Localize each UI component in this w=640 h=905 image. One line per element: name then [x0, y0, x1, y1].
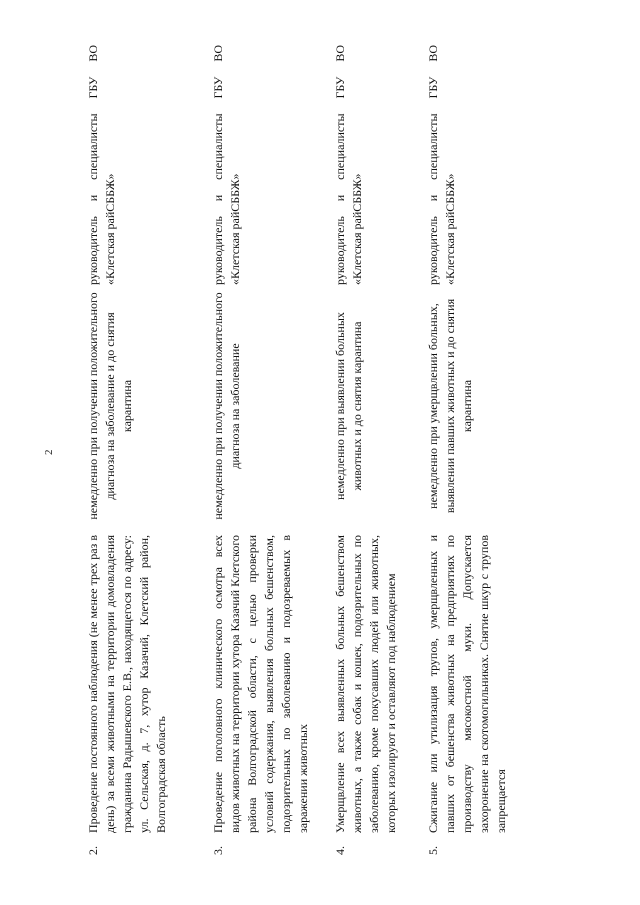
deadline-cell: немедленно при выявлении больных животных и до снятия карантина [333, 312, 364, 500]
deadline-cell: немедленно при получении положительного диагноза на заболевание и до снятия карантина [86, 292, 134, 520]
table-row [85, 45, 200, 855]
action-cell: Проведение поголовного клинического осмотра всех видов животных на территории хутора Казачий Клетского района Волгоградской области, с целью проверки условий содержания, выявления больных бешенством, подозрительных по заболеванию и подозреваемых в заражении животных [211, 535, 310, 833]
row-number: 5. [426, 846, 440, 855]
action-cell: Умерщвление всех выявленных больных бешенством животных, а также собак и кошек, подозрительных по заболеванию, кроме покусавших людей или животных, которых изолируют и оставляют под наблюдением [333, 535, 398, 833]
deadline-cell: немедленно при получении положительного диагноза на заболевание [211, 292, 242, 520]
table-row [332, 45, 415, 855]
deadline-cell: немедленно при умерщвлении больных, выявлении павших животных и до снятия карантина [426, 298, 474, 514]
responsible-cell: руководитель и специалисты ГБУ ВО «Клетская райСББЖ» [333, 45, 364, 285]
row-number: 3. [211, 846, 225, 855]
responsible-cell: руководитель и специалисты ГБУ ВО «Клетская райСББЖ» [86, 45, 117, 285]
table-row [210, 45, 322, 855]
page-number: 2 [43, 449, 55, 455]
row-number: 2. [86, 846, 100, 855]
responsible-cell: руководитель и специалисты ГБУ ВО «Клетская райСББЖ» [211, 45, 242, 285]
table-row [425, 45, 508, 855]
row-number: 4. [333, 846, 347, 855]
responsible-cell: руководитель и специалисты ГБУ ВО «Клетская райСББЖ» [426, 45, 457, 285]
action-cell: Проведение постоянного наблюдения (не менее трех раз в день) за всеми животными на территории домовладения гражданина Радышевского Е.В., находящегося по адресу: ул. Сельская, д. 7, хутор Казачий, Клетский район, Волгоградская область [86, 535, 168, 833]
measures-table [85, 45, 508, 855]
action-cell: Сжигание или утилизация трупов, умерщвленных и павших от бешенства животных на предприятиях по производству мясокостной муки. Допускается захоронение на скотомогильниках. Снятие шкур с трупов запрещается [426, 535, 508, 833]
